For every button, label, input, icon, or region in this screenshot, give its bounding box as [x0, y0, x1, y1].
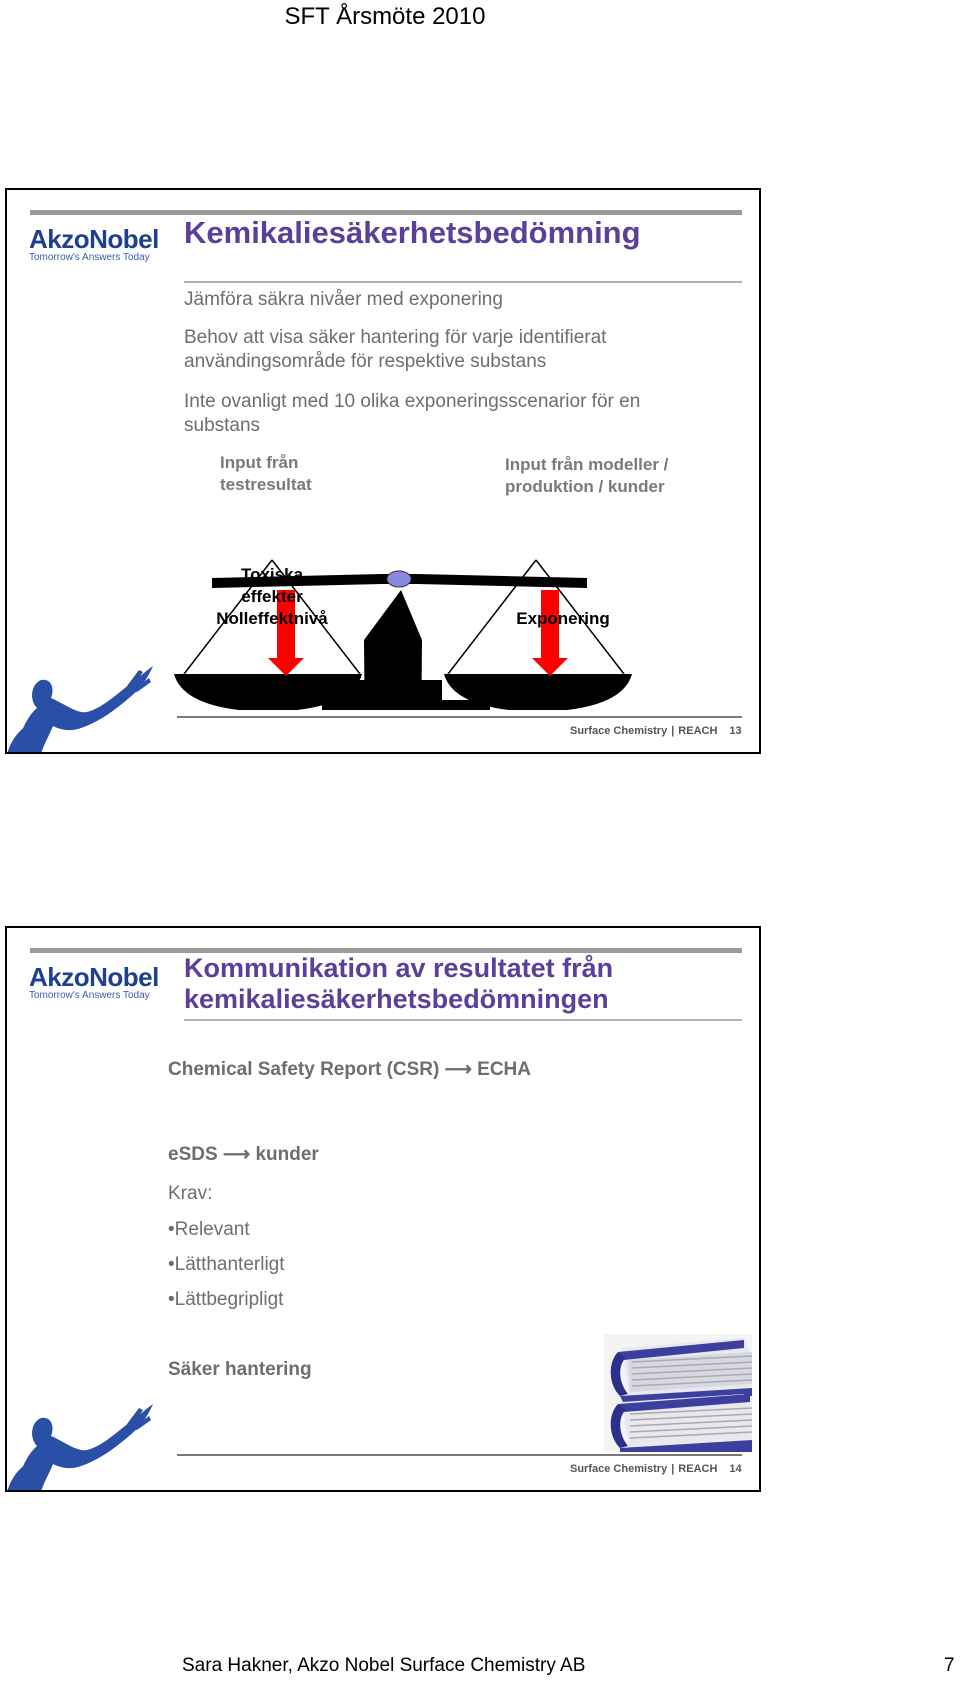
slide-title-line: Kommunikation av resultatet från: [184, 953, 614, 983]
bottom-rule: [177, 716, 742, 718]
body-line: Behov att visa säker hantering för varje identifierat: [184, 327, 607, 348]
footer-section: Surface Chemistry: [570, 725, 668, 737]
body-line: substans: [184, 415, 261, 436]
left-pan-line: effekter: [241, 587, 303, 606]
akzonobel-figure-icon: [7, 1398, 157, 1492]
krav-item: •Lätthanterligt: [168, 1254, 285, 1275]
right-input-label: [505, 454, 668, 498]
page-footer: Sara Hakner, Akzo Nobel Surface Chemistry AB: [182, 1655, 586, 1676]
csr-line: [168, 1058, 531, 1082]
slide-14: [5, 926, 761, 1492]
slide-title: Kemikaliesäkerhetsbedömning: [184, 215, 641, 250]
slide-title: [184, 953, 613, 1015]
arrow-icon: ⟶: [222, 1144, 251, 1165]
esds-label: eSDS: [168, 1144, 218, 1165]
akzonobel-logo: [29, 962, 159, 1001]
logo-brand: AkzoNobel: [29, 962, 159, 992]
page-number: 7: [944, 1655, 955, 1676]
body-line: användingsområde för respektive substans: [184, 351, 547, 372]
arrow-icon: ⟶: [444, 1059, 472, 1080]
body-line: Inte ovanligt med 10 olika exponeringsscenarior för en: [184, 391, 641, 412]
right-input-line: Input från modeller /: [505, 455, 669, 474]
left-input-label: [220, 452, 312, 496]
page-header: SFT Årsmöte 2010: [284, 3, 486, 30]
esds-line: [168, 1143, 319, 1167]
title-rule: [184, 281, 742, 283]
slide-title-line: kemikaliesäkerhetsbedömningen: [184, 984, 609, 1014]
right-input-line: produktion / kunder: [505, 477, 665, 496]
csr-target: ECHA: [477, 1059, 531, 1080]
footer-separator: |: [671, 1463, 675, 1475]
footer-topic: REACH: [678, 725, 718, 737]
slide-number: 13: [729, 725, 742, 737]
left-pan-line: Nolleffektnivå: [216, 609, 328, 628]
logo-tagline: Tomorrow's Answers Today: [29, 990, 150, 1001]
krav-item: •Lättbegripligt: [168, 1289, 284, 1310]
left-input-line: testresultat: [220, 475, 312, 494]
title-rule: [184, 1019, 742, 1021]
akzonobel-figure-icon: [7, 660, 157, 754]
footer-separator: |: [671, 725, 675, 737]
bottom-rule: [177, 1454, 742, 1456]
logo-brand: AkzoNobel: [29, 224, 159, 254]
logo-tagline: Tomorrow's Answers Today: [29, 252, 150, 263]
krav-item: •Relevant: [168, 1219, 250, 1240]
safe-handling: Säker hantering: [168, 1359, 312, 1380]
body-line: Jämföra säkra nivåer med exponering: [184, 289, 503, 310]
footer-section: Surface Chemistry: [570, 1463, 668, 1475]
csr-label: Chemical Safety Report (CSR): [168, 1059, 440, 1080]
footer-topic: REACH: [678, 1463, 718, 1475]
slide-footer: [570, 725, 742, 737]
right-pan-label: Exponering: [516, 609, 610, 628]
akzonobel-logo: [29, 224, 159, 263]
krav-label: Krav:: [168, 1183, 213, 1204]
slide-footer: [570, 1463, 742, 1475]
left-pan-line: Toxiska: [240, 565, 304, 584]
binders-icon: [604, 1334, 752, 1452]
esds-target: kunder: [255, 1144, 319, 1165]
slide-13: [5, 188, 761, 754]
left-pan-label: [207, 564, 337, 630]
left-input-line: Input från: [220, 453, 299, 472]
slide-number: 14: [729, 1463, 742, 1475]
